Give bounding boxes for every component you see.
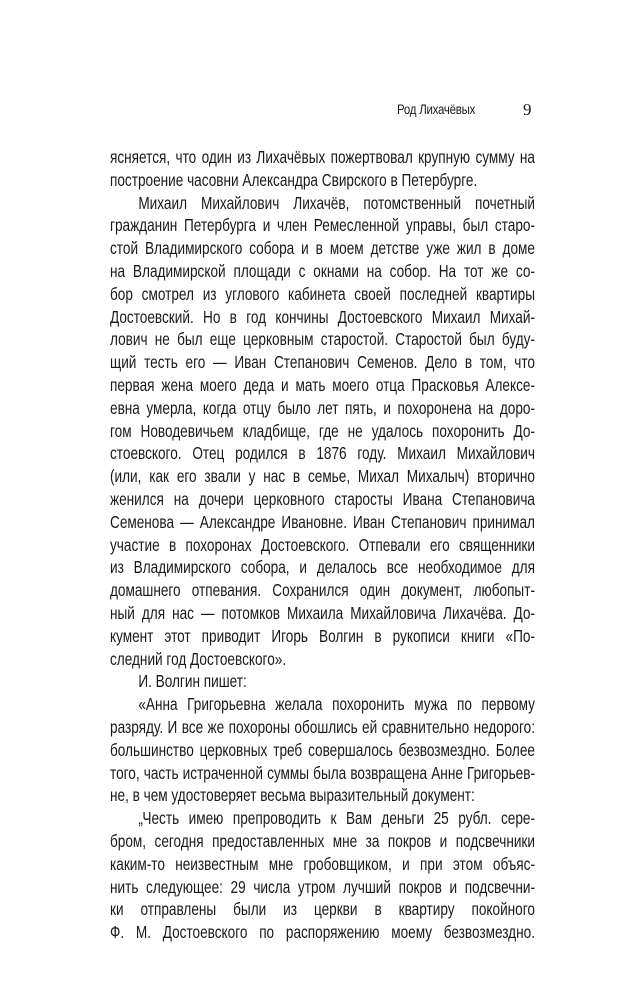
text-line: «Анна Григорьевна желала похоронить мужа по первому <box>138 694 535 715</box>
page-number: 9 <box>523 100 532 119</box>
text-line: следний год Достоевского». <box>110 648 287 669</box>
text-line: первая жена моего деда и мать моего отца Прасковья Алексе- <box>110 374 535 395</box>
running-head: Род Лихачёвых <box>397 101 476 117</box>
text-line: женился на дочери церковного старосты Ивана Степановича <box>110 488 535 509</box>
text-line: „Честь имею препроводить к Вам деньги 25 рубл. сере- <box>138 808 535 829</box>
text-line: лович не был еще церковным старостой. Старостой был буду- <box>110 329 535 350</box>
text-line: бром, сегодня предоставленных мне за покров и подсвечники <box>110 830 535 851</box>
paragraph <box>110 807 535 944</box>
text-line: разряду. И все же похороны обошлись ей сравнительно недорого: <box>110 716 535 737</box>
text-line: гом Новодевичьем кладбище, где не удалось похоронить До- <box>110 420 535 441</box>
text-line: ки отправлены были из церкви в квартиру покойного <box>110 899 535 920</box>
text-line: бор смотрел из углового кабинета своей последней квартиры <box>110 283 535 304</box>
text-line: каким-то неизвестным мне гробовщиком, и при этом объяс- <box>110 853 535 874</box>
text-line: Семенова — Александре Ивановне. Иван Степанович принимал <box>110 511 535 532</box>
paragraph <box>110 192 535 671</box>
text-line: ясняется, что один из Лихачёвых пожертвовал крупную сумму на <box>110 147 535 167</box>
text-line: не, в чем удостоверяет весьма выразительный документ: <box>110 785 475 806</box>
text-line: кумент этот приводит Игорь Волгин в рукописи книги «По- <box>110 625 535 646</box>
text-line: домашнего отпевания. Сохранился один документ, любопыт- <box>110 580 535 601</box>
text-line: стой Владимирского собора и в моем детстве уже жил в доме <box>110 238 535 259</box>
text-line: построение часовни Александра Свирского в Петербурге. <box>110 169 478 190</box>
text-line: большинство церковных треб совершалось безвозмездно. Более <box>110 739 535 760</box>
text-line: Михаил Михайлович Лихачёв, потомственный почетный <box>138 192 535 213</box>
text-line: Достоевский. Но в год кончины Достоевского Михаил Михай- <box>110 306 535 327</box>
paragraph <box>110 146 535 192</box>
text-line: стоевского. Отец родился в 1876 году. Михаил Михайлович <box>110 443 535 464</box>
text-body <box>110 146 535 944</box>
text-line: ный для нас — потомков Михаила Михайловича Лихачёва. До- <box>110 602 535 623</box>
paragraph <box>110 693 535 807</box>
paragraph <box>110 670 535 693</box>
text-line: на Владимирской площади с окнами на собор. На тот же со- <box>110 260 535 281</box>
text-line: нить следующее: 29 числа утром лучший покров и подсвечни- <box>110 876 535 897</box>
text-line: евна умерла, когда отцу было лет пять, и похоронена на доро- <box>110 397 535 418</box>
text-line: (или, как его звали у нас в семье, Михал Михалыч) вторично <box>110 466 535 487</box>
text-line: из Владимирского собора, и делалось все необходимое для <box>110 557 535 578</box>
text-line: гражданин Петербурга и член Ремесленной управы, был старо- <box>110 215 535 236</box>
text-line: И. Волгин пишет: <box>138 671 247 692</box>
text-line: участие в похоронах Достоевского. Отпевали его священники <box>110 534 535 555</box>
text-line: Ф. М. Достоевского по распоряжению моему безвозмездно. <box>110 922 535 943</box>
text-line: щий тесть его — Иван Степанович Семенов. Дело в том, что <box>110 352 535 373</box>
text-line: того, часть истраченной суммы была возвращена Анне Григорьев- <box>110 762 535 783</box>
